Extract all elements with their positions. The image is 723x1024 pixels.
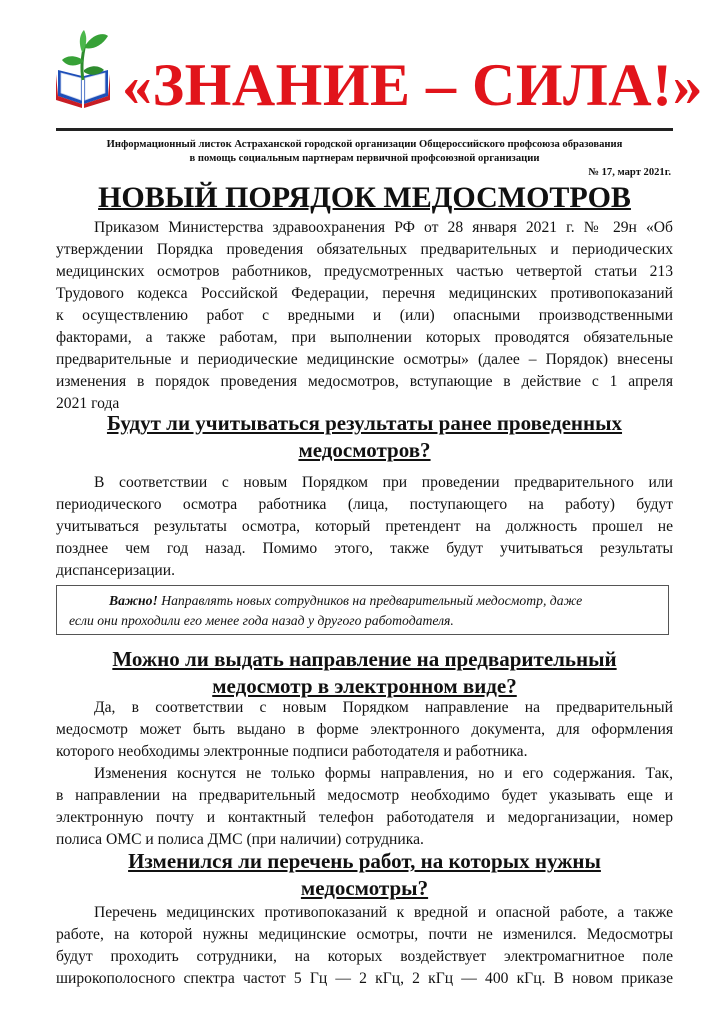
publisher-info-line2: в помощь социальным партнерам первичной профсоюзной организации bbox=[189, 153, 540, 164]
intro-line: Трудового кодекса Российской Федерации, перечня медицинских противопоказаний bbox=[56, 285, 673, 302]
section1-line: позднее чем год назад. Помимо этого, также будут учитываться результаты bbox=[56, 540, 673, 557]
section2-paragraph1 bbox=[56, 697, 673, 763]
section3-heading-line1: Изменился ли перечень работ, на которых нужны bbox=[128, 849, 601, 873]
intro-line: утверждении Порядка проведения обязательных предварительных и периодических bbox=[56, 241, 673, 258]
important-note-text-1: Направлять новых сотрудников на предварительный медосмотр, даже bbox=[157, 593, 583, 608]
section2-heading bbox=[56, 646, 673, 700]
section2-line: в направлении на предварительный медосмотр необходимо будет указывать еще и bbox=[56, 787, 673, 804]
section3-paragraph bbox=[56, 902, 673, 990]
section1-line: учитываться результаты осмотра, который претендент на должность прошел не bbox=[56, 518, 673, 535]
section3-heading-line2: медосмотры? bbox=[300, 876, 429, 900]
section1-line: В соответствии с новым Порядком при проведении предварительного или bbox=[94, 474, 673, 491]
important-note-line1 bbox=[69, 591, 659, 611]
important-note-text bbox=[69, 591, 659, 631]
intro-line: 2021 года bbox=[56, 395, 120, 412]
intro-line: Приказом Министерства здравоохранения РФ от 28 января 2021 г. № 29н «Об bbox=[94, 219, 673, 236]
section1-line: периодического осмотра работника (лица, поступающего на работу) будут bbox=[56, 496, 673, 513]
section3-heading bbox=[56, 848, 673, 902]
intro-paragraph bbox=[56, 217, 673, 415]
publisher-info bbox=[56, 138, 673, 166]
section2-line: медосмотр может быть выдано в форме электронного документа, для оформления bbox=[56, 721, 673, 738]
section1-heading bbox=[56, 410, 673, 464]
intro-line: предварительные и периодические медицинские осмотры» (далее – Порядок) внесены bbox=[56, 351, 673, 368]
section3-line: будут проходить сотрудники, на которых воздействует электромагнитное поле bbox=[56, 948, 673, 965]
section2-line: которого необходимы электронные подписи работодателя и работника. bbox=[56, 743, 528, 760]
section3-line: работе, на которой нужны медицинские осмотры, почти не изменился. Медосмотры bbox=[56, 926, 673, 943]
section2-line: Изменения коснутся не только формы направления, но и его содержания. Так, bbox=[94, 765, 673, 782]
intro-line: изменения в порядок проведения медосмотров, вступающие в действие с 1 апреля bbox=[56, 373, 673, 390]
important-note-text-2: если они проходили его менее года назад у другого работодателя. bbox=[69, 613, 454, 628]
section2-line: электронную почту и контактный телефон работодателя и медорганизации, номер bbox=[56, 809, 673, 826]
section2-line: Да, в соответствии с новым Порядком направление на предварительный bbox=[94, 699, 673, 716]
section2-line: полиса ОМС и полиса ДМС (при наличии) сотрудника. bbox=[56, 831, 424, 848]
section2-heading-line2: медосмотр в электронном виде? bbox=[212, 674, 517, 698]
intro-line: факторами, а также работам, при выполнении которых проводятся обязательные bbox=[56, 329, 673, 346]
section2-heading-line1: Можно ли выдать направление на предварительный bbox=[112, 647, 617, 671]
main-headline: НОВЫЙ ПОРЯДОК МЕДОСМОТРОВ bbox=[98, 181, 631, 214]
newsletter-title: «ЗНАНИЕ – СИЛА!» bbox=[122, 52, 704, 118]
section2-paragraph2 bbox=[56, 763, 673, 851]
section3-line: Перечень медицинских противопоказаний к вредной и опасной работе, а также bbox=[94, 904, 673, 921]
important-label: Важно! bbox=[109, 593, 158, 608]
important-note-box bbox=[56, 585, 669, 635]
union-emblem-icon bbox=[52, 30, 114, 108]
header-divider bbox=[56, 128, 673, 131]
section3-line: широкополосного спектра частот 5 Гц — 2 кГц, 2 кГц — 400 кГц. В новом приказе bbox=[56, 970, 673, 987]
intro-line: медицинских осмотров работников, предусмотренных частью четвертой статьи 213 bbox=[56, 263, 673, 280]
issue-number: № 17, март 2021г. bbox=[588, 167, 671, 178]
section1-heading-line2: медосмотров? bbox=[298, 438, 431, 462]
section1-heading-line1: Будут ли учитываться результаты ранее проведенных bbox=[106, 411, 623, 435]
section1-paragraph bbox=[56, 472, 673, 582]
section1-line: диспансеризации. bbox=[56, 562, 176, 579]
publisher-info-line1: Информационный листок Астраханской городской организации Общероссийского профсоюза образования bbox=[106, 139, 623, 150]
intro-line: к осуществлению работ с вредными и (или) опасными производственными bbox=[56, 307, 673, 324]
